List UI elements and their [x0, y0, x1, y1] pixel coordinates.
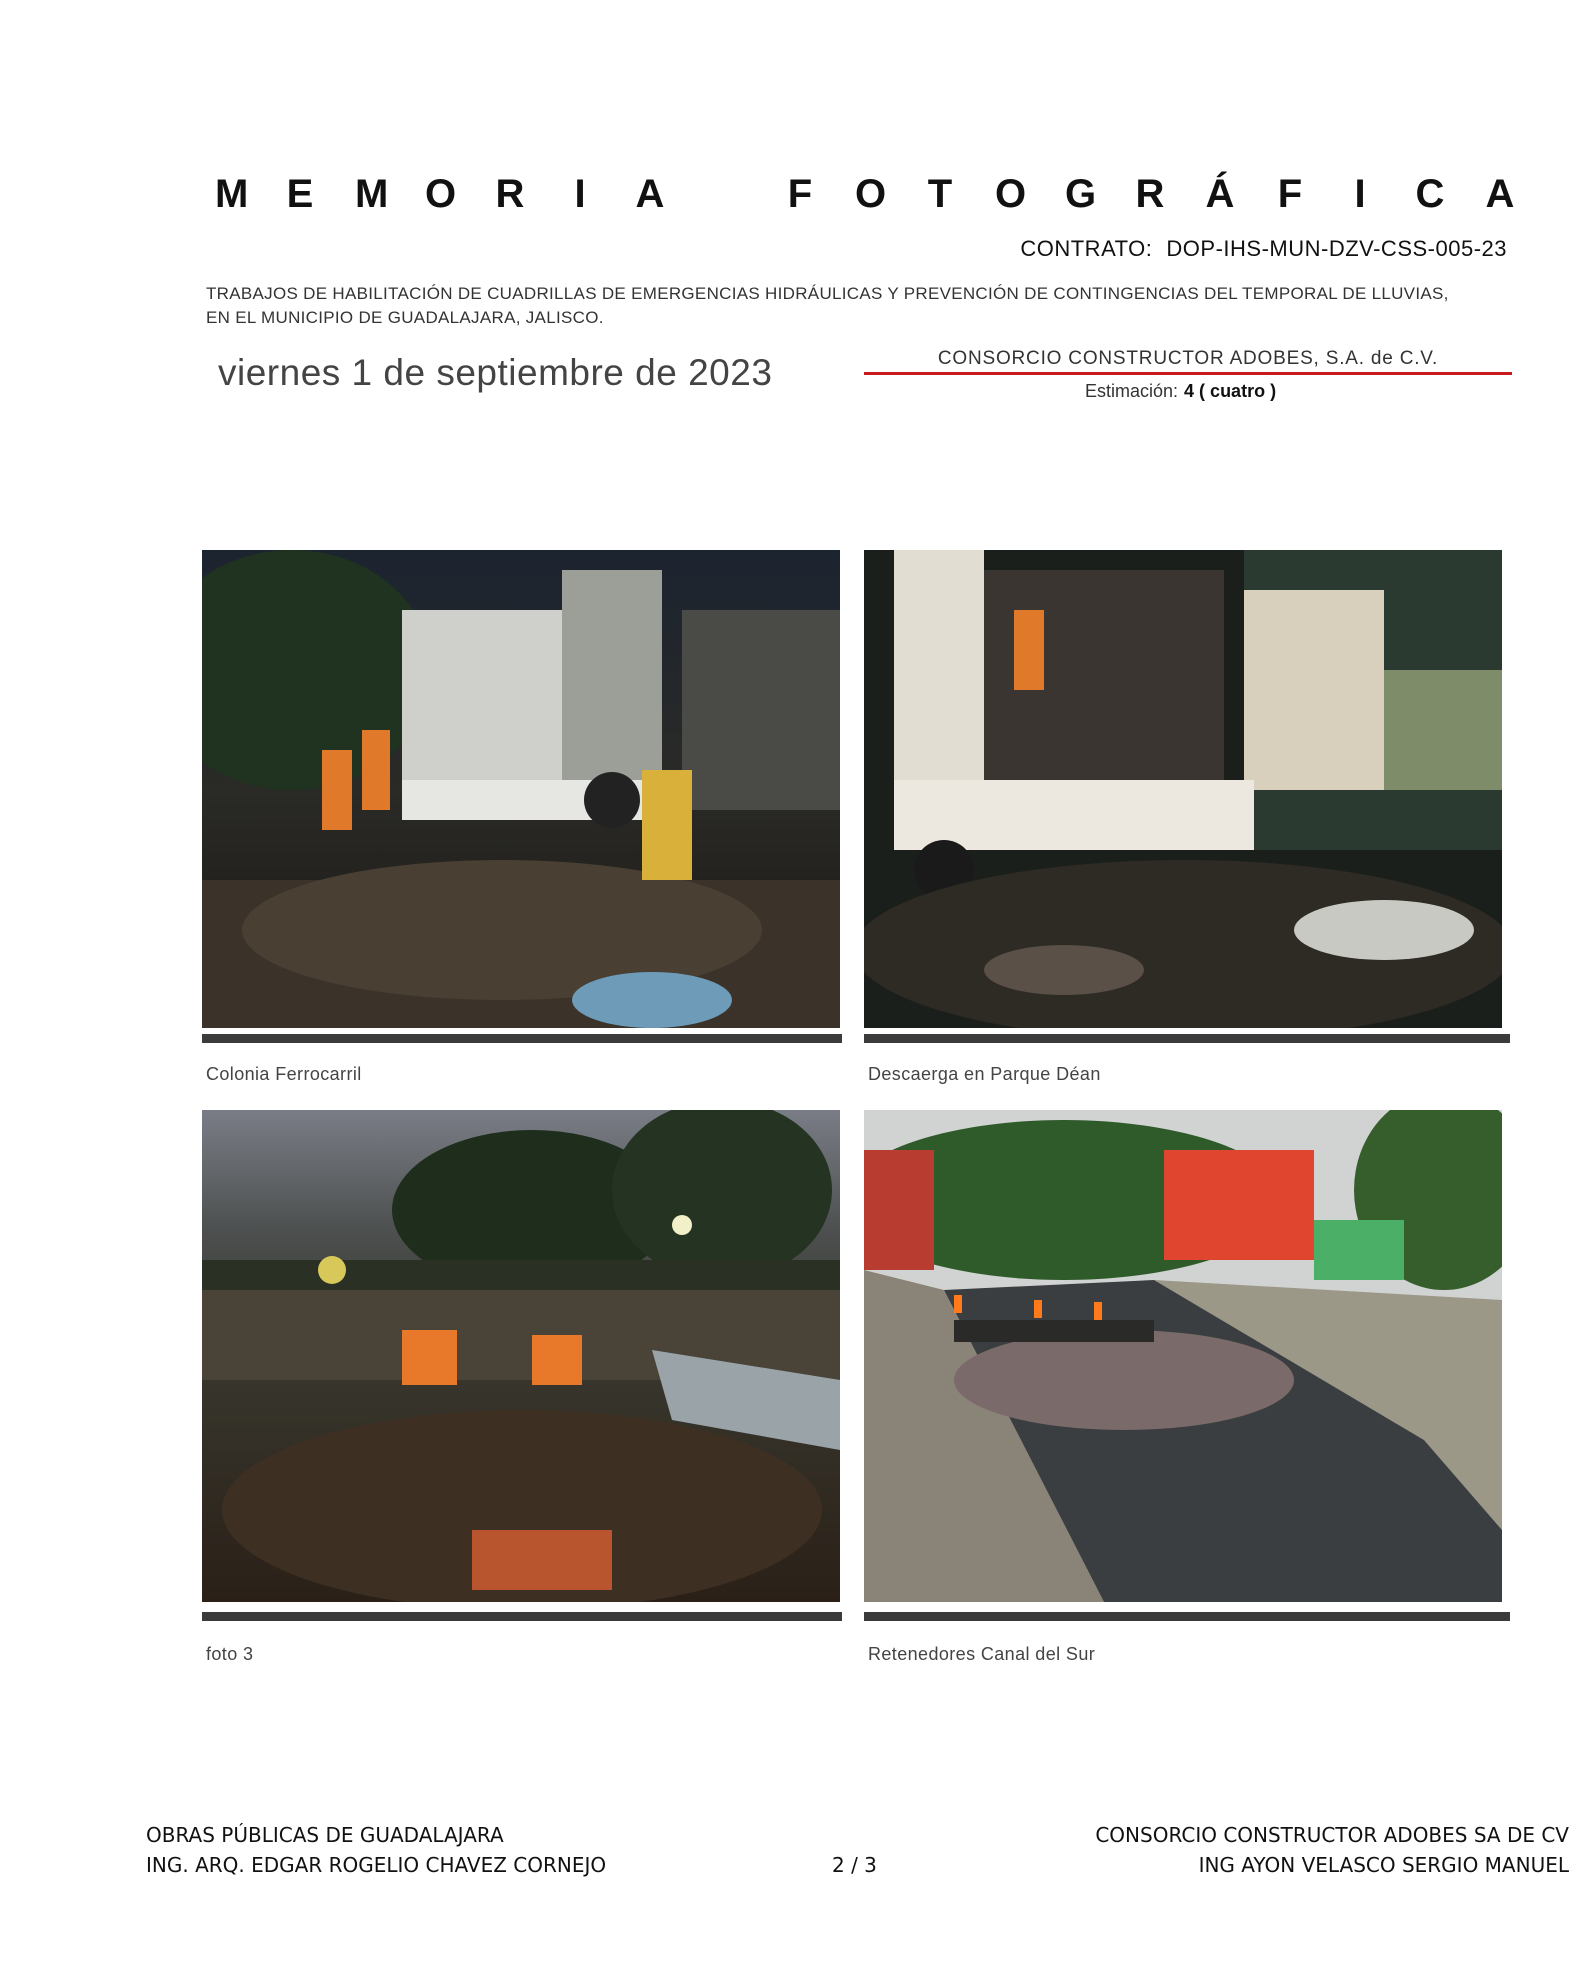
title-letter: C — [1415, 172, 1445, 216]
contract-line — [1020, 236, 1507, 262]
footer-right-line-1: CONSORCIO CONSTRUCTOR ADOBES SA DE CV — [1095, 1823, 1569, 1847]
title-letter: A — [635, 172, 665, 216]
project-description — [206, 282, 1508, 330]
title-letter: I — [574, 172, 586, 216]
canal-image — [864, 1110, 1502, 1602]
photo-bar-4 — [864, 1612, 1510, 1621]
company-name: CONSORCIO CONSTRUCTOR ADOBES, S.A. de C.V. — [937, 348, 1439, 369]
title-letter: R — [1135, 172, 1165, 216]
photo-caption-1: Colonia Ferrocarril — [206, 1064, 362, 1084]
title-letter: M — [355, 172, 389, 216]
photo-caption-2: Descaerga en Parque Déan — [868, 1064, 1101, 1084]
night-truck-image — [202, 550, 840, 1028]
title-letter: F — [787, 172, 813, 216]
title-letter: O — [425, 172, 457, 216]
photo-descarga-parque-dean — [864, 550, 1502, 1028]
document-title — [215, 172, 1515, 232]
photo-3 — [202, 1110, 840, 1602]
description-line-1: TRABAJOS DE HABILITACIÓN DE CUADRILLAS DE EMERGENCIAS HIDRÁULICAS Y PREVENCIÓN DE CONTINGENCIAS DEL TEMPORAL DE LLUVIAS, — [206, 284, 1449, 303]
report-date: viernes 1 de septiembre de 2023 — [218, 352, 773, 393]
photo-caption-4: Retenedores Canal del Sur — [868, 1644, 1096, 1664]
footer-right-line-2: ING AYON VELASCO SERGIO MANUEL — [1198, 1853, 1569, 1877]
title-letter: I — [1354, 172, 1366, 216]
title-letter: F — [1277, 172, 1303, 216]
estimate — [1085, 381, 1276, 402]
truck-unloading-image — [864, 550, 1502, 1028]
title-letter: Á — [1205, 172, 1235, 216]
photo-retenedores-canal-del-sur — [864, 1110, 1502, 1602]
title-letter: A — [1485, 172, 1515, 216]
title-letter: T — [927, 172, 953, 216]
title-letter: G — [1065, 172, 1097, 216]
footer-left-line-1: OBRAS PÚBLICAS DE GUADALAJARA — [146, 1823, 504, 1847]
footer-left — [146, 1820, 606, 1880]
title-letter: E — [286, 172, 314, 216]
photo-bar-3 — [202, 1612, 842, 1621]
page-number: 2 / 3 — [832, 1853, 877, 1877]
title-letter: O — [995, 172, 1027, 216]
title-letter: R — [495, 172, 525, 216]
estimate-label: Estimación: — [1085, 381, 1179, 401]
estimate-value: 4 ( cuatro ) — [1184, 381, 1277, 401]
photo-bar-1 — [202, 1034, 842, 1043]
lakeside-cleanup-image — [202, 1110, 840, 1602]
contract-label: CONTRATO: — [1020, 236, 1153, 261]
company-underline — [864, 372, 1512, 375]
description-line-2: EN EL MUNICIPIO DE GUADALAJARA, JALISCO. — [206, 308, 604, 327]
title-letter: O — [855, 172, 887, 216]
title-letter: M — [215, 172, 249, 216]
title-letter — [705, 172, 745, 232]
contract-number: DOP-IHS-MUN-DZV-CSS-005-23 — [1166, 236, 1507, 261]
photo-colonia-ferrocarril — [202, 550, 840, 1028]
footer-left-line-2: ING. ARQ. EDGAR ROGELIO CHAVEZ CORNEJO — [146, 1853, 607, 1877]
footer-right — [1095, 1820, 1569, 1880]
photo-caption-3: foto 3 — [206, 1644, 254, 1664]
photo-bar-2 — [864, 1034, 1510, 1043]
